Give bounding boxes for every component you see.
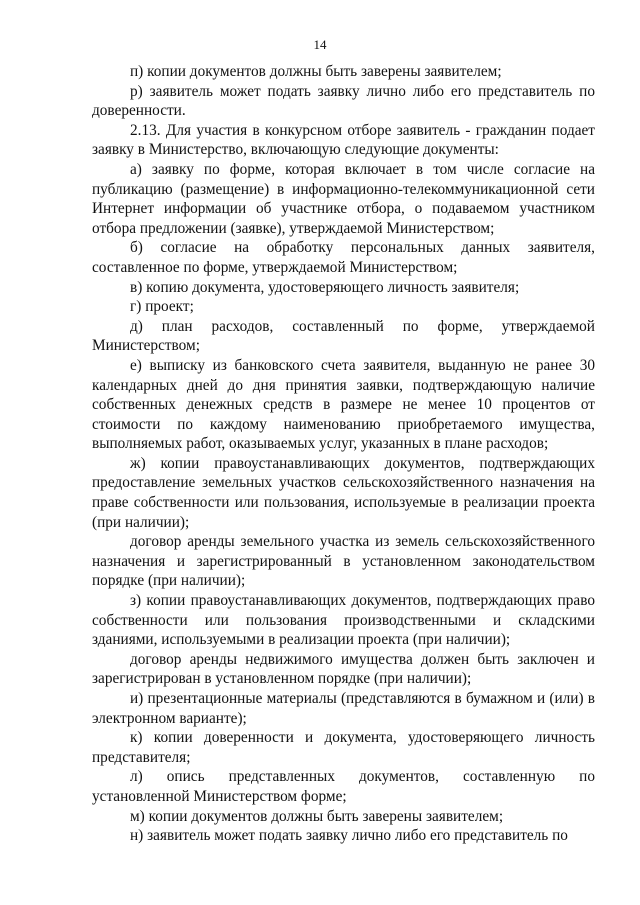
paragraph-item-r: р) заявитель может подать заявку лично либо его представитель по доверенности. xyxy=(92,82,595,120)
page-number: 14 xyxy=(313,37,327,52)
paragraph-section-2-13: 2.13. Для участия в конкурсном отборе заявитель - гражданин подает заявку в Министерство, включающую следующие документы: xyxy=(92,121,595,159)
paragraph-item-e: е) выписку из банковского счета заявителя, выданную не ранее 30 календарных дней до дня принятия заявки, подтверждающую наличие собственных денежных средств в размере не менее 10 процентов от стоимости по каждому наименованию приобретаемого имущества, выполняемых работ, оказываемых услуг, указанных в плане расходов; xyxy=(92,356,595,453)
paragraph-item-b: б) согласие на обработку персональных данных заявителя, составленное по форме, утверждаемой Министерством; xyxy=(92,239,595,276)
paragraph-land-lease: договор аренды земельного участка из земель сельскохозяйственного назначения и зарегистрированный в установленном законодательством порядке (при наличии); xyxy=(92,533,595,590)
paragraph-item-n: н) заявитель может подать заявку лично либо его представитель по xyxy=(130,827,568,845)
paragraph-item-k: к) копии доверенности и документа, удостоверяющего личность представителя; xyxy=(92,729,595,766)
paragraph-item-z: з) копии правоустанавливающих документов, подтверждающих право собственности или пользования производственными и складскими зданиями, используемыми в реализации проекта (при наличии); xyxy=(92,592,595,649)
document-body xyxy=(92,62,595,846)
paragraph-item-g: г) проект; xyxy=(130,298,194,316)
paragraph-item-i: и) презентационные материалы (представляются в бумажном и (или) в электронном варианте); xyxy=(92,690,595,727)
paragraph-property-lease: договор аренды недвижимого имущества должен быть заключен и зарегистрирован в установленном порядке (при наличии); xyxy=(92,650,595,688)
paragraph-item-d: д) план расходов, составленный по форме, утверждаемой Министерством; xyxy=(92,317,595,355)
paragraph-item-l: л) опись представленных документов, составленную по установленной Министерством форме; xyxy=(92,768,595,805)
paragraph-item-m: м) копии документов должны быть заверены заявителем; xyxy=(130,807,504,825)
paragraph-item-v: в) копию документа, удостоверяющего личность заявителя; xyxy=(130,278,520,296)
paragraph-item-a: а) заявку по форме, которая включает в том числе согласие на публикацию (размещение) в информационно-телекоммуникационной сети Интернет информации об участнике отбора, о подаваемом участником отбора предложении (заявке), утверждаемой Министерством; xyxy=(92,160,595,237)
paragraph-item-zh: ж) копии правоустанавливающих документов, подтверждающих предоставление земельных участков сельскохозяйственного назначения на праве собственности или пользования, используемые в реализации проекта (при наличии); xyxy=(92,454,595,531)
paragraph-item-p: п) копии документов должны быть заверены заявителем; xyxy=(130,63,502,80)
